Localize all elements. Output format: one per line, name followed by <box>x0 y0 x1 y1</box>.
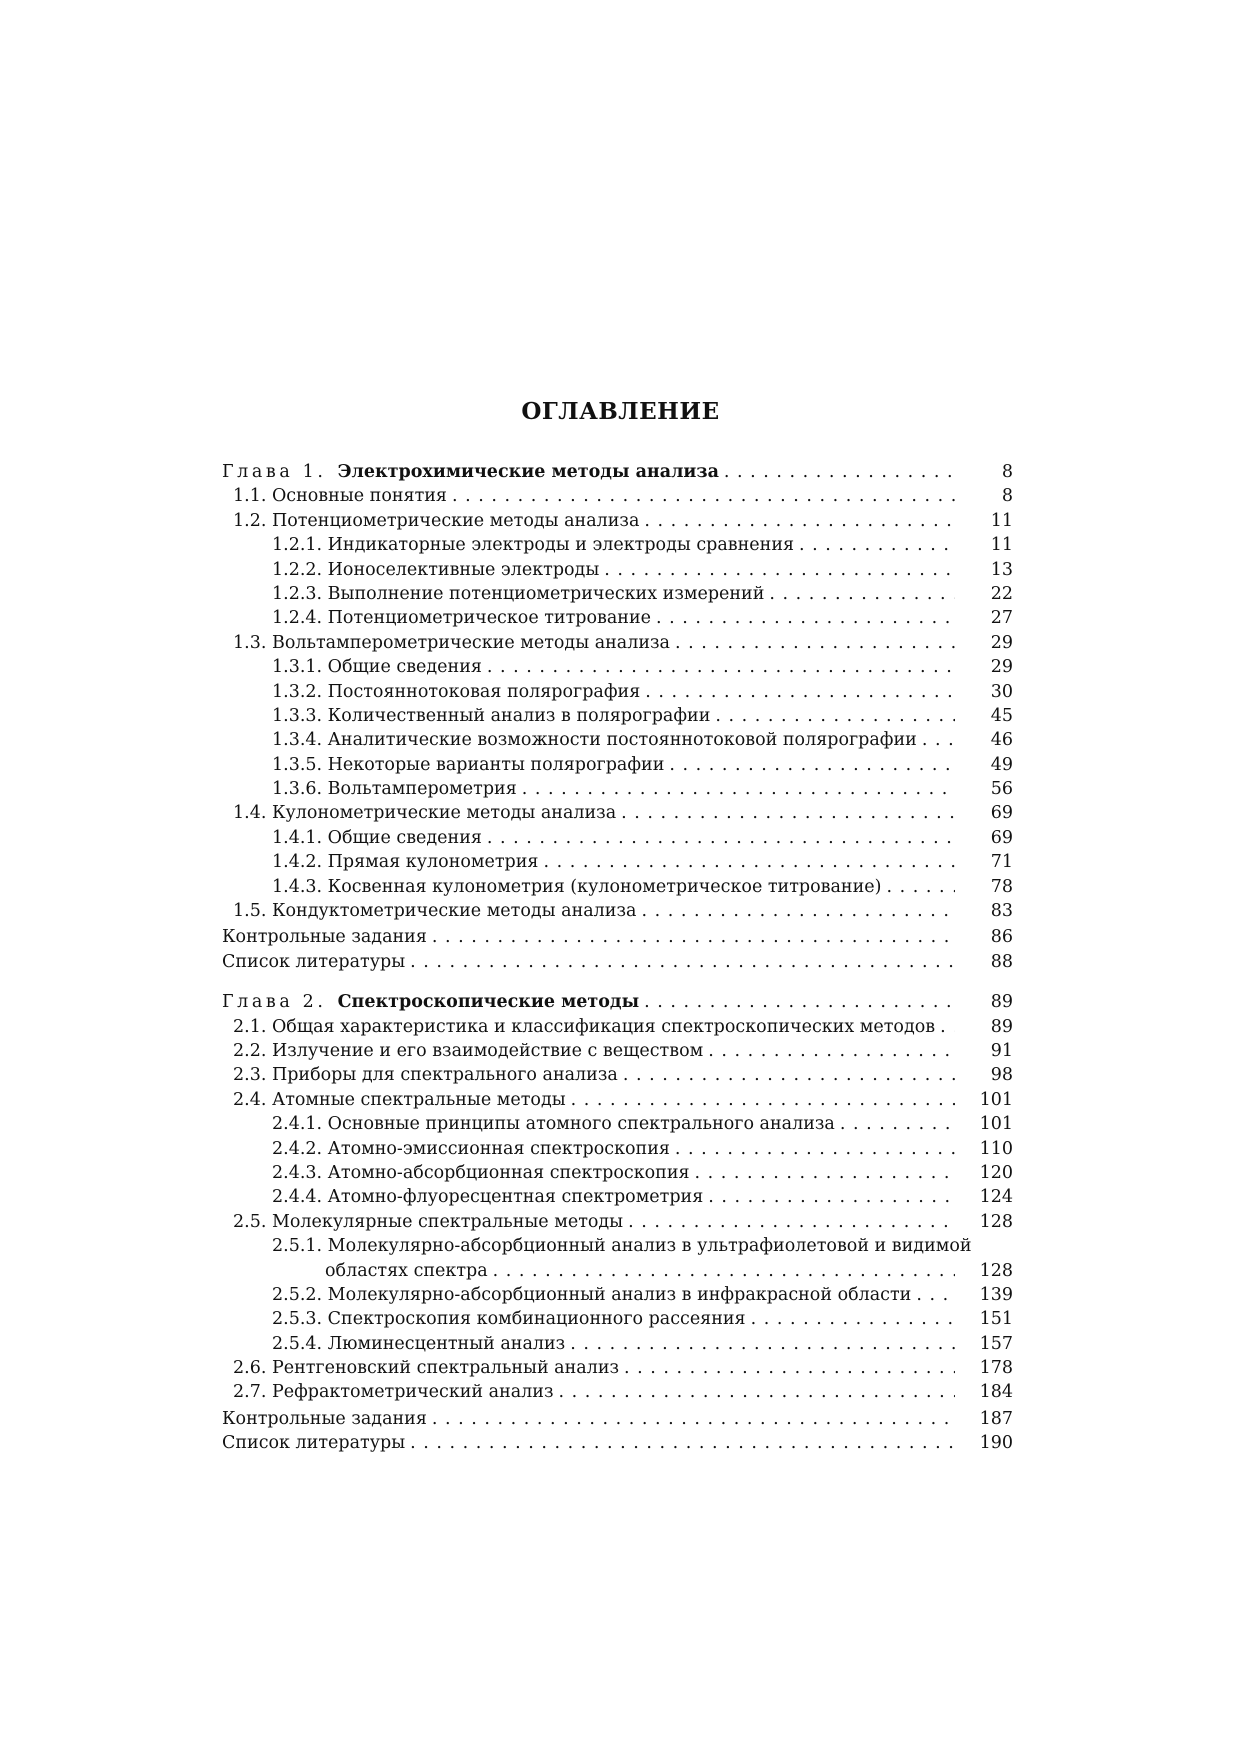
toc-entry-label: 2.4. Атомные спектральные методы . . . <box>222 1088 955 1112</box>
toc-entry[interactable] <box>222 533 1013 557</box>
toc-entry-label: 2.5.3. Спектроскопия комбинационного рассеяния . . . <box>222 1307 955 1331</box>
toc-entry-page: 178 <box>979 1358 1013 1379</box>
toc-entry-page: 98 <box>990 1065 1013 1086</box>
toc-entry-page: 101 <box>979 1089 1013 1110</box>
toc-entry-2-5-1[interactable] <box>222 1234 1013 1283</box>
toc-entry[interactable] <box>222 777 1013 801</box>
toc-chapter-2[interactable] <box>222 990 1013 1014</box>
toc-chapter-2-literature[interactable] <box>222 1431 1013 1455</box>
toc-entry-label: 1.3.2. Постояннотоковая полярография . . . <box>222 680 955 704</box>
toc-entry[interactable] <box>222 1356 1013 1380</box>
chapter-2-literature-page: 190 <box>979 1433 1013 1454</box>
toc-entry-page: 69 <box>990 803 1013 824</box>
table-of-contents <box>222 460 1013 1456</box>
chapter-1-tasks-label: Контрольные задания . . . <box>222 925 955 949</box>
toc-entry-label: 2.7. Рефрактометрический анализ . . . <box>222 1380 955 1404</box>
toc-entry-label: 1.4. Кулонометрические методы анализа . . . <box>222 801 955 825</box>
toc-entry-label: 2.5.4. Люминесцентный анализ . . . <box>222 1332 955 1356</box>
toc-entry-label: 1.2.3. Выполнение потенциометрических измерений . . . <box>222 582 955 606</box>
toc-entry-page: 184 <box>979 1382 1013 1403</box>
toc-chapter-1-literature[interactable] <box>222 950 1013 974</box>
toc-entry-label: 1.2. Потенциометрические методы анализа . . . <box>222 509 955 533</box>
toc-entry[interactable] <box>222 899 1013 923</box>
toc-entry-page: 29 <box>990 657 1013 678</box>
toc-entry-label: 1.1. Основные понятия . . . <box>222 484 955 508</box>
toc-entry-page: 101 <box>979 1114 1013 1135</box>
toc-entry-label: 1.4.3. Косвенная кулонометрия (кулонометрическое титрование) . . . <box>222 875 955 899</box>
toc-entry[interactable] <box>222 826 1013 850</box>
chapter-2-page: 89 <box>990 992 1013 1013</box>
page-title: ОГЛАВЛЕНИЕ <box>521 398 720 425</box>
toc-entry[interactable] <box>222 1039 1013 1063</box>
toc-entry-label: 1.3.1. Общие сведения . . . <box>222 655 955 679</box>
toc-entry[interactable] <box>222 1380 1013 1404</box>
chapter-2-entries-a <box>222 1015 1013 1235</box>
toc-entry-label: 1.2.2. Ионоселективные электроды . . . <box>222 558 955 582</box>
toc-entry-page: 22 <box>990 583 1013 604</box>
chapter-2-prefix: Глава 2. <box>222 992 327 1013</box>
toc-entry-label: 1.4.1. Общие сведения . . . <box>222 826 955 850</box>
toc-entry[interactable] <box>222 1063 1013 1087</box>
toc-entry-label: 1.5. Кондуктометрические методы анализа . . . <box>222 899 955 923</box>
chapter-1-literature-label: Список литературы . . . <box>222 950 955 974</box>
chapter-1-page: 8 <box>1001 462 1013 482</box>
toc-entry-label: 2.4.2. Атомно-эмиссионная спектроскопия . . . <box>222 1137 955 1161</box>
toc-entry-label: 1.4.2. Прямая кулонометрия . . . <box>222 850 955 874</box>
toc-entry[interactable] <box>222 1307 1013 1331</box>
toc-entry-label: 2.6. Рентгеновский спектральный анализ . . . <box>222 1356 955 1380</box>
toc-entry-page: 8 <box>1001 486 1013 507</box>
toc-entry-label: 2.2. Излучение и его взаимодействие с веществом . . . <box>222 1039 955 1063</box>
toc-entry-label: 2.4.3. Атомно-абсорбционная спектроскопия . . . <box>222 1161 955 1185</box>
toc-entry-page: 151 <box>979 1309 1013 1330</box>
toc-entry-page: 120 <box>979 1162 1013 1183</box>
toc-entry[interactable] <box>222 1161 1013 1185</box>
toc-entry-page: 27 <box>990 608 1013 629</box>
toc-entry[interactable] <box>222 1112 1013 1136</box>
entry-2-5-1-line1: 2.5.1. Молекулярно-абсорбционный анализ в ультрафиолетовой и видимой <box>272 1236 972 1257</box>
toc-entry[interactable] <box>222 655 1013 679</box>
toc-entry-label: 1.3.3. Количественный анализ в полярографии . . . <box>222 704 955 728</box>
toc-entry-label: 1.3.4. Аналитические возможности постояннотоковой полярографии . . . <box>222 728 955 752</box>
toc-entry[interactable] <box>222 680 1013 704</box>
chapter-2-tasks-page: 187 <box>979 1408 1013 1429</box>
toc-entry[interactable] <box>222 558 1013 582</box>
toc-entry[interactable] <box>222 753 1013 777</box>
toc-chapter-2-tasks[interactable] <box>222 1407 1013 1431</box>
toc-entry-label: 2.3. Приборы для спектрального анализа . . . <box>222 1063 955 1087</box>
toc-entry-page: 110 <box>979 1138 1013 1159</box>
toc-chapter-1[interactable] <box>222 460 1013 484</box>
toc-entry[interactable] <box>222 1332 1013 1356</box>
chapter-2-tasks-label: Контрольные задания . . . <box>222 1407 955 1431</box>
toc-entry[interactable] <box>222 728 1013 752</box>
toc-entry-page: 71 <box>990 852 1013 873</box>
toc-entry-label: 2.4.1. Основные принципы атомного спектрального анализа . . . <box>222 1112 955 1136</box>
toc-entry-page: 69 <box>990 827 1013 848</box>
toc-entry[interactable] <box>222 1137 1013 1161</box>
toc-entry-page: 46 <box>990 730 1013 751</box>
toc-entry-page: 128 <box>979 1211 1013 1232</box>
chapter-2-literature-label: Список литературы . . . <box>222 1431 955 1455</box>
toc-entry-label: 2.4.4. Атомно-флуоресцентная спектрометрия . . . <box>222 1185 955 1209</box>
toc-entry-label: 2.1. Общая характеристика и классификация спектроскопических методов . . . <box>222 1015 955 1039</box>
toc-entry[interactable] <box>222 1015 1013 1039</box>
chapter-gap <box>222 974 1013 990</box>
toc-entry-label: 2.5.2. Молекулярно-абсорбционный анализ в инфракрасной области . . . <box>222 1283 955 1307</box>
chapter-1-entries <box>222 484 1013 923</box>
toc-entry-page: 45 <box>990 705 1013 726</box>
toc-entry-page: 78 <box>990 876 1013 897</box>
entry-2-5-1-line2: областях спектра . . . <box>222 1259 955 1283</box>
toc-entry-label: 1.3. Вольтамперометрические методы анализа . . . <box>222 631 955 655</box>
toc-entry-page: 13 <box>990 559 1013 580</box>
chapter-2-entries-b <box>222 1283 1013 1405</box>
toc-entry[interactable] <box>222 631 1013 655</box>
toc-entry[interactable] <box>222 704 1013 728</box>
chapter-1-prefix: Глава 1. <box>222 462 327 482</box>
toc-entry-page: 89 <box>990 1016 1013 1037</box>
toc-entry[interactable] <box>222 1210 1013 1234</box>
toc-entry-label: 1.2.4. Потенциометрическое титрование . . . <box>222 606 955 630</box>
toc-entry-page: 29 <box>990 632 1013 653</box>
toc-entry[interactable] <box>222 484 1013 508</box>
chapter-2-title: Спектроскопические методы <box>337 992 640 1013</box>
chapter-1-literature-page: 88 <box>990 951 1013 972</box>
toc-entry-page: 91 <box>990 1040 1013 1061</box>
chapter-1-title: Электрохимические методы анализа <box>337 462 719 482</box>
toc-entry-label: 1.2.1. Индикаторные электроды и электроды сравнения . . . <box>222 533 955 557</box>
toc-entry[interactable] <box>222 875 1013 899</box>
toc-entry[interactable] <box>222 606 1013 630</box>
toc-entry-label: 1.3.5. Некоторые варианты полярографии . . . <box>222 753 955 777</box>
toc-entry[interactable] <box>222 509 1013 533</box>
entry-2-5-1-page: 128 <box>979 1260 1013 1281</box>
toc-entry[interactable] <box>222 801 1013 825</box>
toc-entry[interactable] <box>222 1185 1013 1209</box>
toc-entry-label: 2.5. Молекулярные спектральные методы . . . <box>222 1210 955 1234</box>
toc-entry-page: 157 <box>979 1333 1013 1354</box>
chapter-1-tasks-page: 86 <box>990 927 1013 948</box>
toc-entry-page: 11 <box>990 535 1013 556</box>
toc-entry-page: 49 <box>990 754 1013 775</box>
toc-entry-label: 1.3.6. Вольтамперометрия . . . <box>222 777 955 801</box>
toc-entry-page: 56 <box>990 779 1013 800</box>
toc-entry-page: 11 <box>990 510 1013 531</box>
toc-entry[interactable] <box>222 582 1013 606</box>
toc-entry[interactable] <box>222 850 1013 874</box>
toc-entry-page: 30 <box>990 681 1013 702</box>
toc-entry[interactable] <box>222 1283 1013 1307</box>
toc-entry-page: 83 <box>990 901 1013 922</box>
toc-entry[interactable] <box>222 1088 1013 1112</box>
toc-chapter-1-tasks[interactable] <box>222 925 1013 949</box>
toc-entry-page: 139 <box>979 1284 1013 1305</box>
toc-entry-page: 124 <box>979 1187 1013 1208</box>
